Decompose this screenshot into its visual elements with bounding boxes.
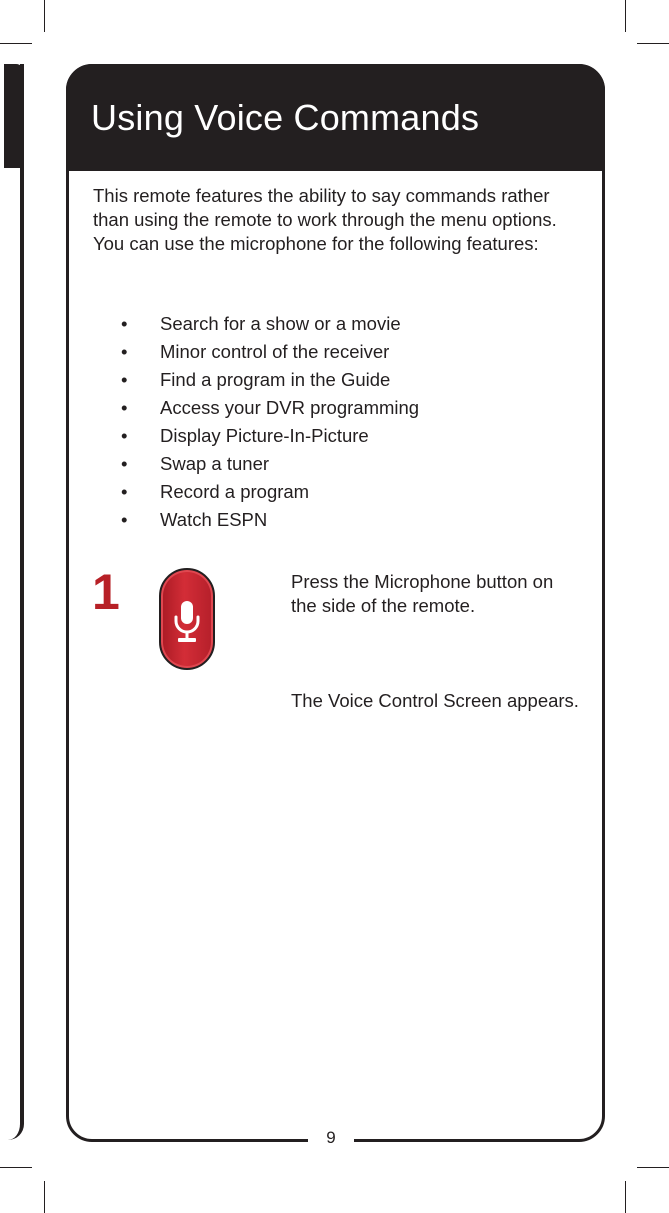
bullet-icon: • xyxy=(121,341,128,362)
page-title: Using Voice Commands xyxy=(91,97,480,138)
feature-label: Find a program in the Guide xyxy=(160,369,391,390)
bullet-icon: • xyxy=(121,481,128,502)
crop-mark xyxy=(0,43,32,44)
feature-label: Search for a show or a movie xyxy=(160,313,401,334)
microphone-icon xyxy=(173,600,201,644)
page-spine-tab xyxy=(4,64,24,168)
feature-label: Record a program xyxy=(160,481,310,502)
bullet-icon: • xyxy=(121,453,128,474)
bullet-icon: • xyxy=(121,509,128,530)
bullet-icon: • xyxy=(121,369,128,390)
crop-mark xyxy=(44,1181,45,1213)
bullet-icon: • xyxy=(121,397,128,418)
crop-mark xyxy=(625,0,626,32)
feature-label: Display Picture-In-Picture xyxy=(160,425,369,446)
bullet-icon: • xyxy=(121,313,128,334)
crop-mark xyxy=(0,1167,32,1168)
content-card xyxy=(66,64,605,1142)
step-instruction: Press the Microphone button on the side of the remote. xyxy=(291,571,554,616)
bullet-icon: • xyxy=(121,425,128,446)
intro-paragraph: This remote features the ability to say commands rather than using the remote to work through the menu options. You can use the microphone for the following features: xyxy=(93,185,557,254)
microphone-button xyxy=(159,568,215,670)
feature-label: Swap a tuner xyxy=(160,453,270,474)
crop-mark xyxy=(637,1167,669,1168)
title-bar xyxy=(66,64,605,171)
crop-mark xyxy=(637,43,669,44)
step-number: 1 xyxy=(92,564,120,620)
feature-label: Watch ESPN xyxy=(160,509,268,530)
crop-mark xyxy=(44,0,45,32)
step-result: The Voice Control Screen appears. xyxy=(291,690,579,711)
feature-label: Minor control of the receiver xyxy=(160,341,390,362)
feature-label: Access your DVR programming xyxy=(160,397,420,418)
page-number: 9 xyxy=(326,1128,336,1147)
crop-mark xyxy=(625,1181,626,1213)
page-spine xyxy=(4,64,24,1140)
